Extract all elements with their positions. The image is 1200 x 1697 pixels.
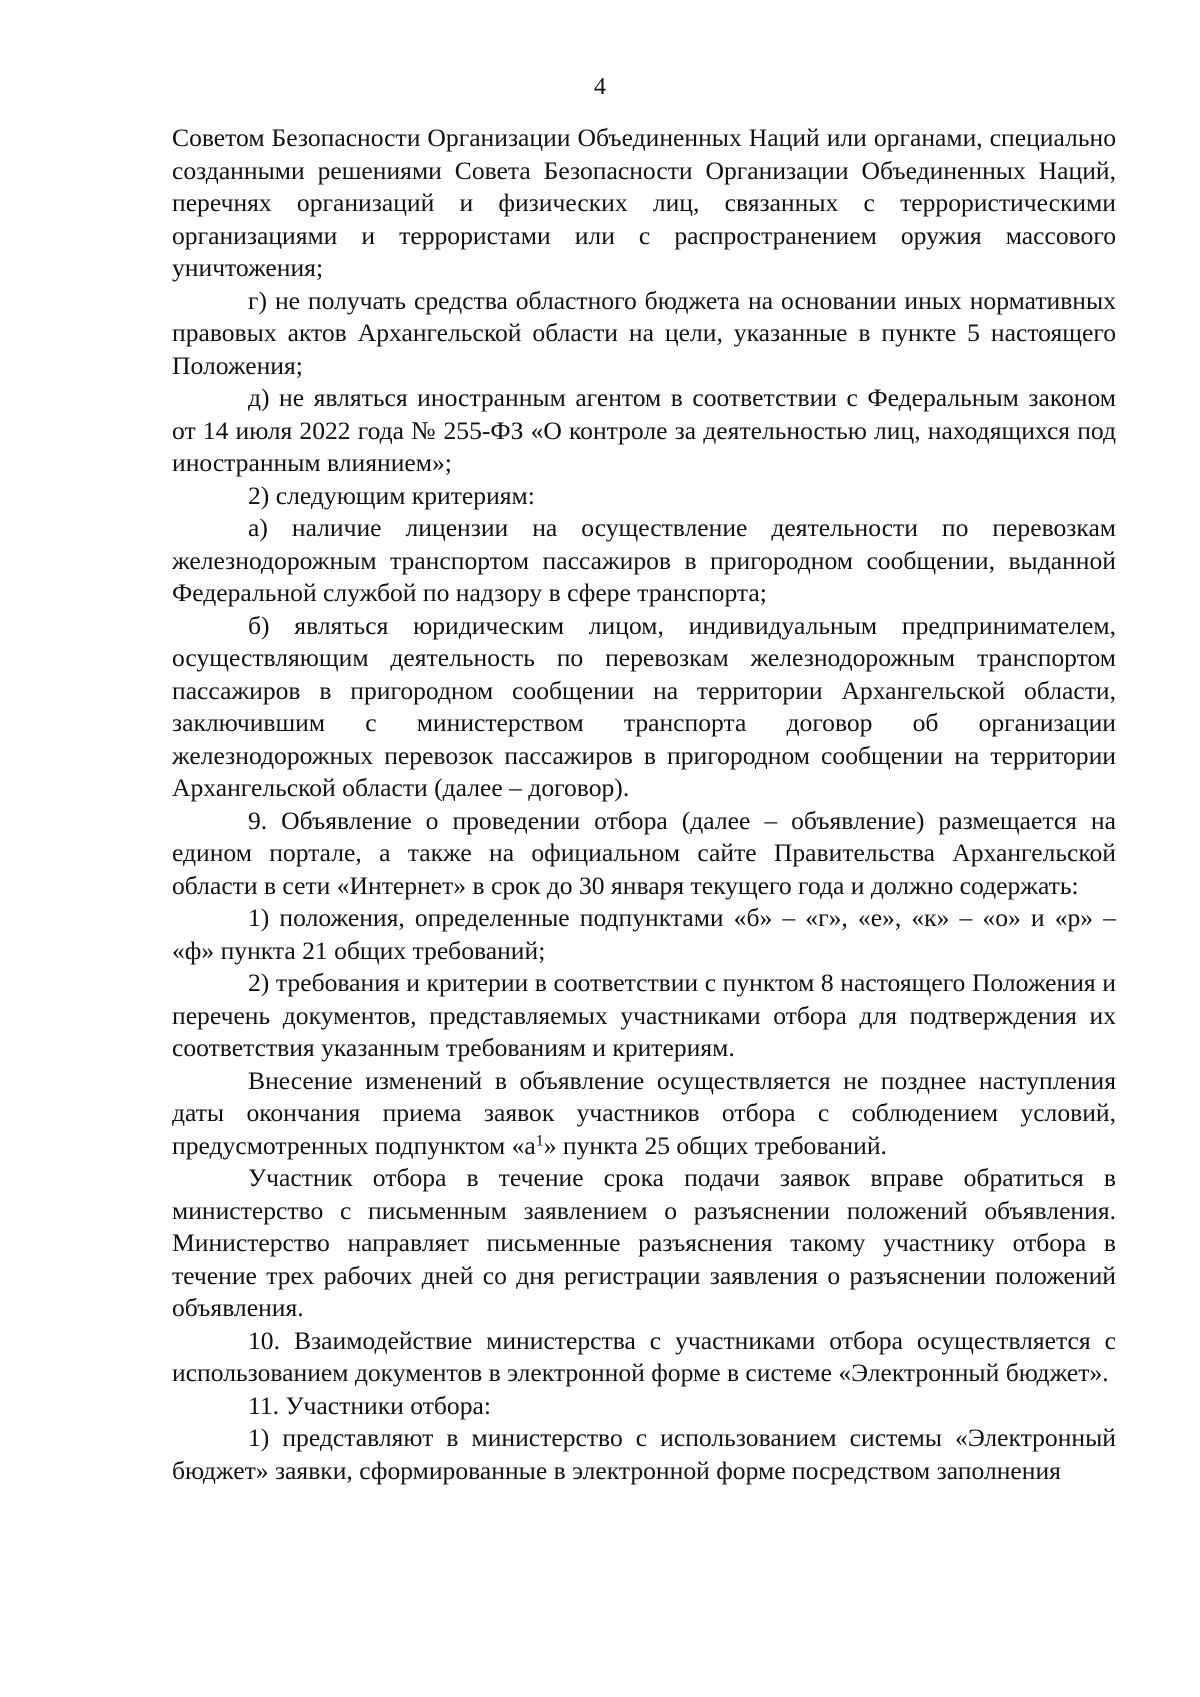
paragraph-text: » пункта 25 общих требований.	[543, 1130, 887, 1160]
paragraph: 2) следующим критериям:	[248, 480, 535, 510]
paragraph: 2) требования и критерии в соответствии с пунктом 8 настоящего Положения и перечень документов, представляемых участниками отбора для подтверждения их соответствия указанным требованиям и критериям.	[172, 968, 1116, 1062]
paragraph: 9. Объявление о проведении отбора (далее – объявление) размещается на едином портале, а также на официальном сайте Правительства Архангельской области в сети «Интернет» в срок до 30 января текущего года и должно содержать:	[172, 805, 1116, 900]
paragraph: Советом Безопасности Организации Объединенных Наций или органами, специально созданными решениями Совета Безопасности Организации Объединенных Наций, перечнях организаций и физических лиц, связанных с террористическими организациями и террористами или с распространением оружия массового уничтожения;	[172, 123, 1116, 282]
paragraph: б) являться юридическим лицом, индивидуальным предпринимателем, осуществляющим деятельность по перевозкам железнодорожным транспортом пассажиров в пригородном сообщении на территории Архангельской области, заключившим с министерством транспорта договор об организации железнодорожных перевозок пассажиров в пригородном сообщении на территории Архангельской области (далее – договор).	[172, 610, 1116, 802]
document-body	[172, 122, 1116, 1487]
superscript: 1	[535, 1131, 544, 1149]
paragraph	[172, 1065, 1116, 1163]
paragraph: г) не получать средства областного бюджета на основании иных нормативных правовых актов Архангельской области на цели, указанные в пункте 5 настоящего Положения;	[172, 285, 1116, 380]
paragraph: Участник отбора в течение срока подачи заявок вправе обратиться в министерство с письменным заявлением о разъяснении положений объявления. Министерство направляет письменные разъяснения такому участнику отбора в течение трех рабочих дней со дня регистрации заявления о разъяснении положений объявления.	[172, 1163, 1116, 1322]
page-number: 4	[594, 74, 606, 100]
paragraph: 1) положения, определенные подпунктами «б» – «г», «е», «к» – «о» и «р» – «ф» пункта 21 общих требований;	[172, 903, 1116, 965]
paragraph: 11. Участники отбора:	[248, 1390, 491, 1420]
paragraph-text: Внесение изменений в объявление осуществляется не позднее наступления даты окончания приема заявок участников отбора с соблюдением условий, предусмотренных подпунктом «а	[172, 1065, 1116, 1160]
paragraph: а) наличие лицензии на осуществление деятельности по перевозкам железнодорожным транспортом пассажиров в пригородном сообщении, выданной Федеральной службой по надзору в сфере транспорта;	[172, 513, 1116, 607]
paragraph: 1) представляют в министерство с использованием системы «Электронный бюджет» заявки, сформированные в электронной форме посредством заполнения	[172, 1423, 1116, 1485]
paragraph: 10. Взаимодействие министерства с участниками отбора осуществляется с использованием документов в электронной форме в системе «Электронный бюджет».	[172, 1325, 1116, 1387]
paragraph: д) не являться иностранным агентом в соответствии с Федеральным законом от 14 июля 2022 года № 255-ФЗ «О контроле за деятельностью лиц, находящихся под иностранным влиянием»;	[172, 383, 1116, 477]
